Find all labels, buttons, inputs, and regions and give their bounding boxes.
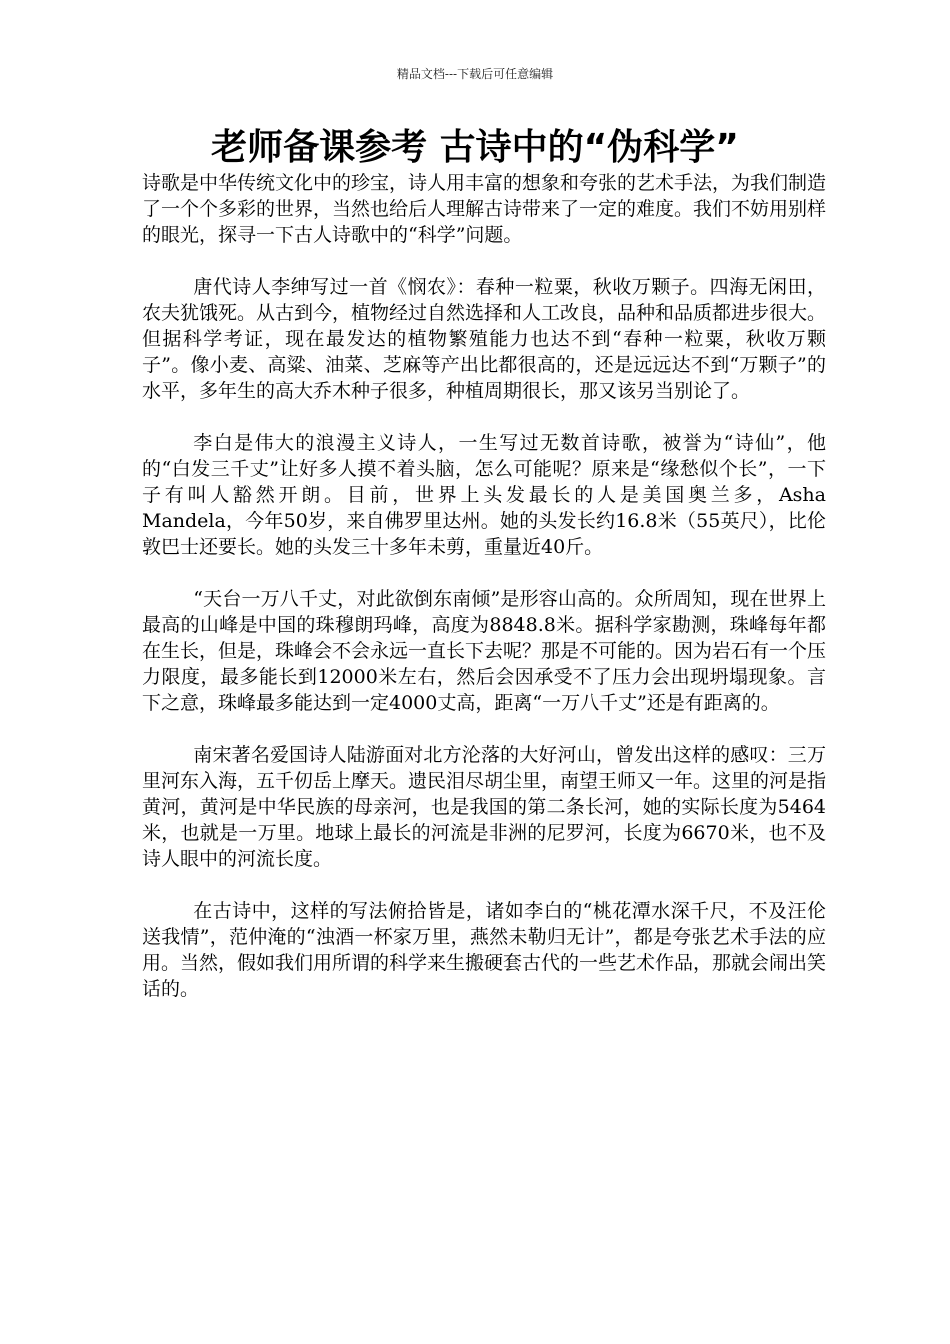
document-title: 老师备课参考 古诗中的“伪科学”	[211, 127, 739, 168]
paragraph-minnong: 唐代诗人李绅写过一首《悯农》：春种一粒粟，秋收万颗子。四海无闲田，农夫犹饿死。从古到今，植物经过自然选择和人工改良，品种和品质都进步很大。但据科学考证，现在最发达的植物繁殖能力也达不到“春种一粒粟，秋收万颗子”。像小麦、高粱、油菜、芝麻等产出比都很高的，还是远远达不到“万颗子”的水平，多年生的高大乔木种子很多，种植周期很长，那又该另当别论了。	[142, 276, 827, 402]
paragraph-intro: 诗歌是中华传统文化中的珍宝，诗人用丰富的想象和夸张的艺术手法，为我们制造了一个个多彩的世界，当然也给后人理解古诗带来了一定的难度。我们不妨用别样的眼光，探寻一下古人诗歌中的“科学”问题。	[142, 172, 827, 246]
paragraph-libai-hair: 李白是伟大的浪漫主义诗人，一生写过无数首诗歌，被誉为“诗仙”，他的“白发三千丈”让好多人摸不着头脑，怎么可能呢？原来是“缘愁似个长”，一下子有叫人豁然开朗。目前，世界上头发最长的人是美国奥兰多，Asha Mandela，今年50岁，来自佛罗里达州。她的头发长约16.8米（55英尺），比伦敦巴士还要长。她的头发三十多年未剪，重量近40斤。	[142, 432, 826, 558]
document-body	[142, 170, 826, 1028]
paragraph-mountain: “天台一万八千丈，对此欲倒东南倾”是形容山高的。众所周知，现在世界上最高的山峰是中国的珠穆朗玛峰，高度为8848.8米。据科学家勘测，珠峰每年都在生长，但是，珠峰会不会永远一直长下去呢？那是不可能的。因为岩石有一个压力限度，最多能长到12000米左右，然后会因承受不了压力会出现坍塌现象。言下之意，珠峰最多能达到一定4000丈高，距离“一万八千丈”还是有距离的。	[142, 588, 827, 714]
paragraph-conclusion: 在古诗中，这样的写法俯拾皆是，诸如李白的“桃花潭水深千尺，不及汪伦送我情”，范仲淹的“浊酒一杯家万里，燕然未勒归无计”，都是夸张艺术手法的应用。当然，假如我们用所谓的科学来生搬硬套古代的一些艺术作品，那就会闹出笑话的。	[142, 900, 827, 1000]
paragraph-river: 南宋著名爱国诗人陆游面对北方沦落的大好河山，曾发出这样的感叹：三万里河东入海，五千仞岳上摩天。遗民泪尽胡尘里，南望王师又一年。这里的河是指黄河，黄河是中华民族的母亲河，也是我国的第二条长河，她的实际长度为5464米，也就是一万里。地球上最长的河流是非洲的尼罗河，长度为6670米，也不及诗人眼中的河流长度。	[142, 744, 827, 870]
header-note: 精品文档---下载后可任意编辑	[396, 67, 554, 81]
